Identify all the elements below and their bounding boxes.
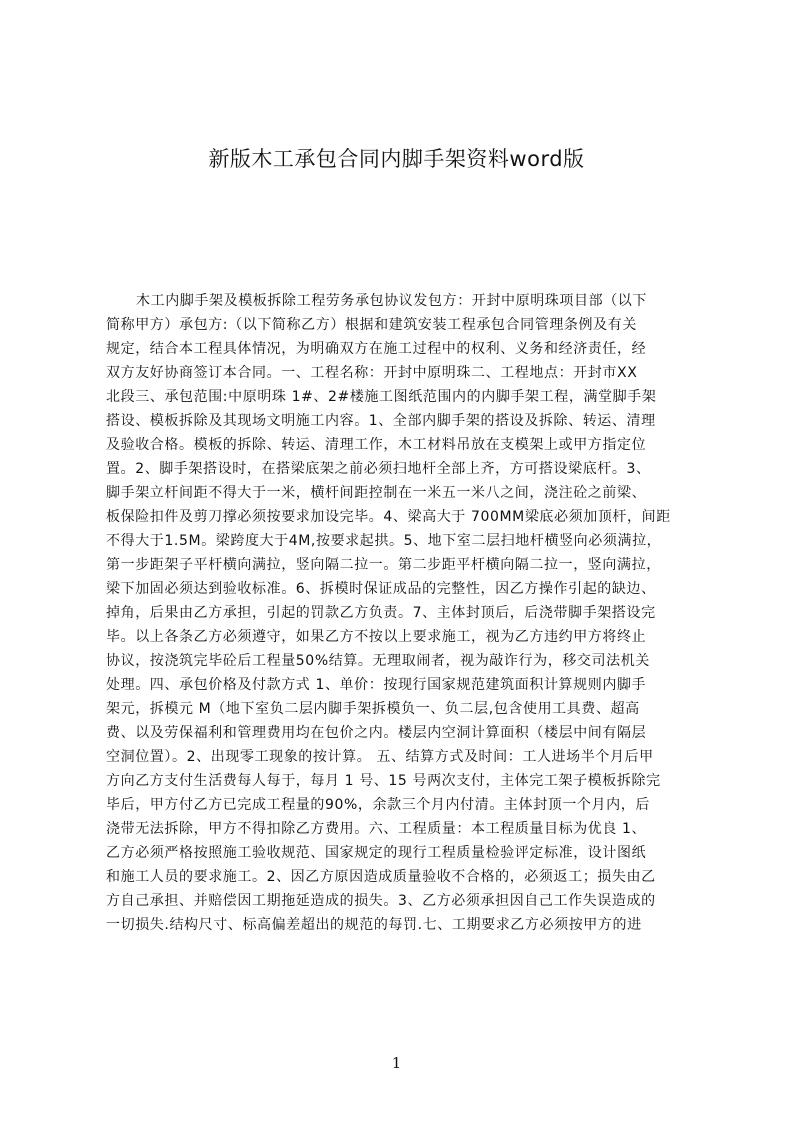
body-line: 空洞位置）。2、出现零工现象的按计算。 五、结算方式及时间：工人进场半个月后甲 xyxy=(106,749,654,765)
body-line: 及验收合格。模板的拆除、转运、清理工作，木工材料吊放在支模架上或甲方指定位 xyxy=(106,437,647,453)
body-line: 搭设、模板拆除及其现场文明施工内容。1、全部内脚手架的搭设及拆除、转运、清理 xyxy=(106,413,656,429)
body-line: 浇带无法拆除，甲方不得扣除乙方费用。六、工程质量：本工程质量目标为优良 1、 xyxy=(106,821,647,837)
contract-body-text xyxy=(106,289,696,933)
body-line: 毕后，甲方付乙方已完成工程量的90%，余款三个月内付清。主体封顶一个月内，后 xyxy=(106,797,650,813)
body-line: 梁下加固必须达到验收标准。6、拆模时保证成品的完整性，因乙方操作引起的缺边、 xyxy=(106,581,656,597)
body-line: 规定，结合本工程具体情况，为明确双方在施工过程中的权利、义务和经济责任，经 xyxy=(106,341,647,357)
page-number: 1 xyxy=(391,1054,402,1072)
body-line: 掉角，后果由乙方承担，引起的罚款乙方负责。7、主体封顶后，后浇带脚手架搭设完 xyxy=(106,605,656,621)
body-line: 不得大于1.5M。梁跨度大于4M,按要求起拱。5、地下室二层扫地杆横竖向必须满拉， xyxy=(106,533,662,549)
body-line: 板保险扣件及剪刀撑必须按要求加设完毕。4、梁高大于 700MM梁底必须加顶杆，间距 xyxy=(106,509,671,525)
body-line: 北段三、承包范围:中原明珠 1#、2#楼施工图纸范围内的内脚手架工程，满堂脚手架 xyxy=(106,389,657,405)
body-line: 和施工人员的要求施工。2、因乙方原因造成质量验收不合格的，必须返工；损失由乙 xyxy=(106,869,656,885)
body-line: 方向乙方支付生活费每人每于，每月 1 号、15 号两次支付，主体完工架子模板拆除完 xyxy=(106,773,661,789)
body-line: 脚手架立杆间距不得大于一米，横杆间距控制在一米五一米八之间，浇注砼之前梁、 xyxy=(106,485,647,501)
body-line: 木工内脚手架及模板拆除工程劳务承包协议发包方：开封中原明珠项目部（以下 xyxy=(136,293,647,309)
body-line: 费、以及劳保福利和管理费用均在包价之内。楼层内空洞计算面积（楼层中间有隔层 xyxy=(106,725,647,741)
body-line: 简称甲方）承包方:（以下简称乙方）根据和建筑安装工程承包合同管理条例及有关 xyxy=(106,317,637,333)
body-line: 第一步距架子平杆横向满拉，竖向隔二拉一。第二步距平杆横向隔二拉一，竖向满拉， xyxy=(106,557,661,573)
body-line: 协议，按浇筑完毕砼后工程量50%结算。无理取闹者，视为敲诈行为，移交司法机关 xyxy=(106,653,650,669)
body-line: 一切损失.结构尺寸、标高偏差超出的规范的每罚.七、工期要求乙方必须按甲方的进 xyxy=(106,917,642,933)
body-line: 双方友好协商签订本合同。一、工程名称：开封中原明珠二、工程地点：开封市XX xyxy=(106,365,638,381)
body-line: 置。2、脚手架搭设时，在搭梁底架之前必须扫地杆全部上齐，方可搭设梁底杆。3、 xyxy=(106,461,651,477)
body-line: 方自己承担、并赔偿因工期拖延造成的损失。3、乙方必须承担因自己工作失误造成的 xyxy=(106,893,656,909)
body-line: 架元，拆模元 M（地下室负二层内脚手架拆模负一、负二层,包含使用工具费、超高 xyxy=(106,701,640,717)
body-line: 乙方必须严格按照施工验收规范、国家规定的现行工程质量检验评定标准，设计图纸 xyxy=(106,845,647,861)
body-line: 毕。以上各条乙方必须遵守，如果乙方不按以上要求施工，视为乙方违约甲方将终止 xyxy=(106,629,647,645)
document-title: 新版木工承包合同内脚手架资料word版 xyxy=(208,147,585,171)
body-line: 处理。四、承包价格及付款方式 1、单价：按现行国家规范建筑面积计算规则内脚手 xyxy=(106,677,647,693)
